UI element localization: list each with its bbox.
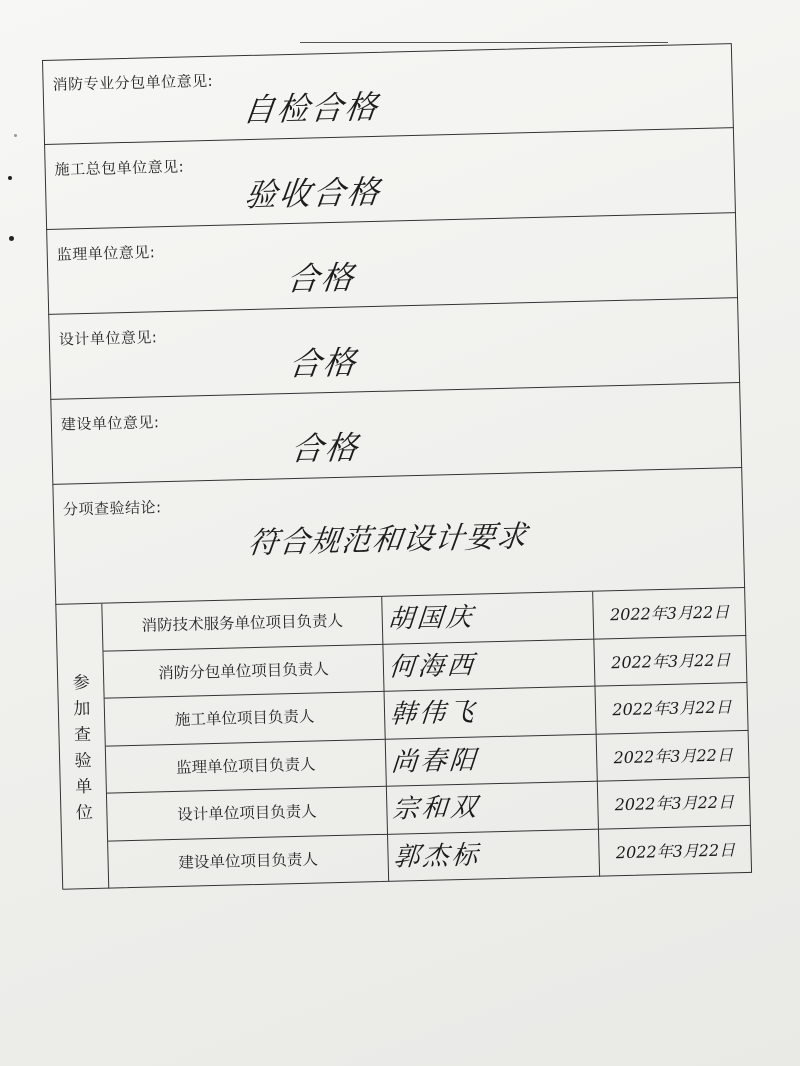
handwritten-opinion: 合格 bbox=[284, 258, 358, 299]
signature-date: 2022年3月22日 bbox=[593, 635, 747, 686]
signature-date: 2022年3月22日 bbox=[592, 588, 746, 639]
handwritten-signature: 尚春阳 bbox=[390, 745, 480, 778]
handwritten-signature: 胡国庆 bbox=[386, 602, 477, 635]
handwritten-opinion: 验收合格 bbox=[242, 172, 384, 215]
opinion-label: 消防专业分包单位意见: bbox=[52, 71, 214, 94]
participants-label: 参加查验单位 bbox=[72, 673, 94, 824]
scan-speck bbox=[14, 134, 17, 137]
participants-label-cell bbox=[55, 604, 109, 890]
signature-role: 消防技术服务单位项目负责人 bbox=[102, 597, 383, 651]
handwritten-conclusion: 符合规范和设计要求 bbox=[246, 519, 530, 562]
signature-role: 建设单位项目负责人 bbox=[108, 834, 389, 888]
signature-role: 监理单位项目负责人 bbox=[106, 739, 387, 793]
signature-date: 2022年3月22日 bbox=[598, 825, 752, 876]
opinion-conclusion bbox=[52, 468, 745, 605]
handwritten-signature: 宗和双 bbox=[391, 792, 481, 825]
handwritten-signature: 韩伟飞 bbox=[388, 697, 479, 730]
opinion-label: 建设单位意见: bbox=[60, 413, 160, 434]
acceptance-form bbox=[42, 43, 752, 890]
signature-date: 2022年3月22日 bbox=[597, 778, 751, 829]
opinion-label: 设计单位意见: bbox=[58, 328, 158, 349]
handwritten-signature: 郭杰标 bbox=[392, 839, 482, 873]
signature-date: 2022年3月22日 bbox=[594, 683, 748, 734]
opinion-label: 监理单位意见: bbox=[56, 243, 156, 264]
signature-table bbox=[55, 588, 752, 890]
signature-date: 2022年3月22日 bbox=[596, 730, 750, 781]
handwritten-opinion: 合格 bbox=[289, 428, 362, 469]
opinion-label: 分项查验结论: bbox=[62, 498, 162, 519]
scan-speck bbox=[9, 236, 14, 241]
handwritten-opinion: 自检合格 bbox=[240, 87, 382, 130]
handwritten-opinion: 合格 bbox=[287, 343, 360, 384]
signature-role: 施工单位项目负责人 bbox=[105, 692, 386, 746]
handwritten-signature: 何海西 bbox=[387, 650, 478, 683]
scan-speck bbox=[8, 176, 12, 180]
top-rule bbox=[300, 42, 668, 43]
opinion-label: 施工总包单位意见: bbox=[54, 157, 185, 179]
signature-role: 消防分包单位项目负责人 bbox=[103, 644, 384, 698]
signature-role: 设计单位项目负责人 bbox=[107, 787, 388, 841]
